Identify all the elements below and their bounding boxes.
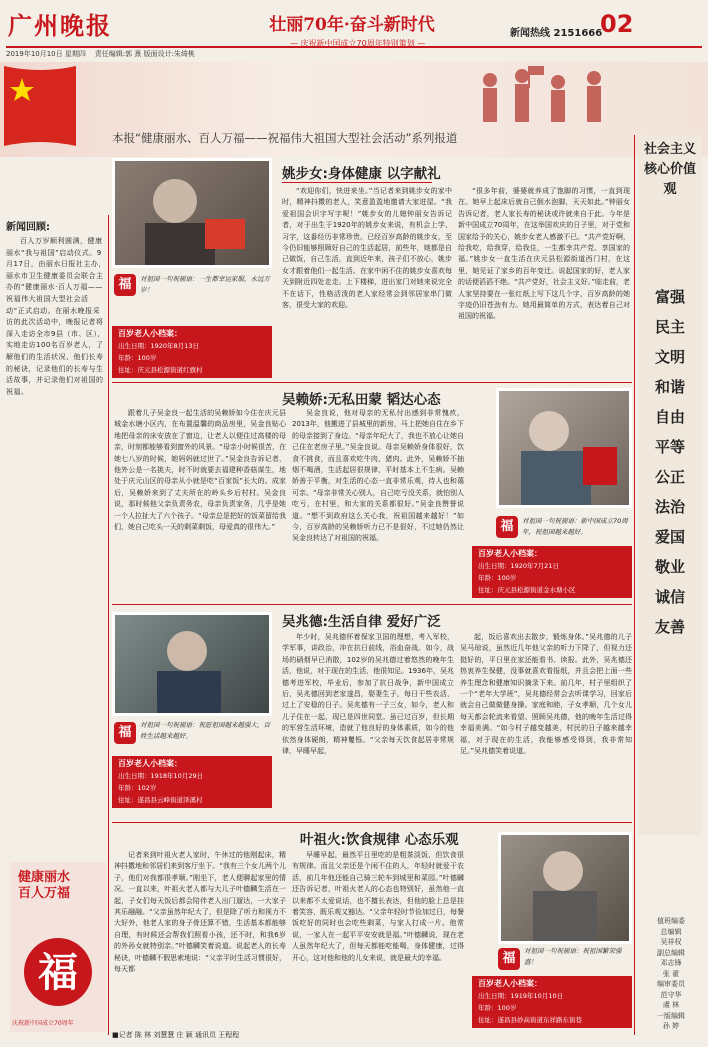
fu-icon: 福 — [496, 516, 518, 538]
blessing-caption: 对祖国一句祝福语：一生都幸运家服，永远万岁！ — [140, 275, 270, 294]
article-body: 起，饭后喜欢出去散步，锻炼身体。”吴兆德的儿子吴马琼说，虽然近几年他父亲的听力下降了，但视力还挺好的，平日里在家还能看书、读报。此外，吴兆德还热衷养生保健，没事就喜欢看报纸，并且会把上面一些养生理念和健康知识摘录下来。前几年，村子里组织了一个“老年大学班”，吴兆德经常会去听课学习，回家后就会自己做做健身操。家庭和睦，子女孝顺，几个女儿每天都会轮流来看望、照顾吴兆德，他的晚年生活过得幸福美满。“如今村子越变越美，村民的日子越来越幸福，对于现在的生活，我能够感受得到，我非常知足。”吴兆德笑着说道。 — [460, 633, 632, 756]
fu-icon: 福 — [114, 722, 136, 744]
section-divider — [112, 382, 632, 383]
portrait-photo — [496, 388, 632, 508]
article-body: 吴金良说，他对母亲的无私付出感到非常愧疚，2013年，他搬进了县城里的新房，马上把她自住在乡下的母亲接到了身边。“母亲年纪大了，我也不放心让她自己住在老房子里。”吴金良说。母亲吴赖娇身体很好，饮食不挑食，而且喜欢吃牛肉，猪肉。此外，吴赖娇不抽烟不喝酒，生活起居很规律，平时基本上不生病。吴赖娇善于平衡，对生活的心态一直非常乐观，待人也和蔼可亲。“母亲非常关心别人，自己吃亏没关系，就怕别人吃亏，在村里，和大家的关系都很好。”吴金良赞誉说道。“想不到政府这么关心我，祝祖国越来越好！”如今，百岁高龄的吴赖娇听力已不是很好，不过她仍然让吴金良转达了对祖国的祝福。 — [292, 409, 464, 543]
crowd-silhouette-icon — [470, 66, 620, 132]
profile-box: 百岁老人小档案： 出生日期：1920年8月13日 年龄：100岁 住址：庆元县松源街道红旗村 — [112, 326, 272, 378]
core-value-item: 爱国 — [654, 528, 685, 546]
core-value-item: 自由 — [654, 408, 685, 426]
profile-box: 百岁老人小档案： 出生日期：1919年10月10日 年龄：100岁 住址：遂昌县妙高街道东祥路东街巷 — [472, 976, 632, 1028]
fu-icon: 福 — [114, 274, 136, 296]
blessing-caption: 对祖国一句祝福语：祝愿祖国越来越强大，百姓生活越来越好。 — [140, 721, 270, 740]
banner-subtitle: — 庆祝新中国成立70周年特别策划 — — [290, 39, 426, 48]
page-number: 02 — [600, 10, 634, 38]
hotline: 新闻热线 2151666 — [510, 28, 603, 39]
article-title: 吴赖娇:无私田蒙 韬达心态 — [282, 392, 441, 408]
portrait-photo — [112, 612, 272, 716]
profile-box: 百岁老人小档案： 出生日期：1920年7月21日 年龄：100岁 住址：庆元县松源街道金水塘小区 — [472, 546, 632, 598]
series-subtitle: 本报“健康丽水、百人万福——祝福伟大祖国大型社会活动”系列报道 — [112, 131, 458, 145]
dateline: 2019年10月10日 星期四 责任编辑:郭 熹 版面设计:朱绮桃 — [6, 46, 702, 60]
fu-icon: 福 — [498, 948, 520, 970]
blessing-caption: 对祖国一句祝福语：新中国成立70周年，祝祖国越来越好。 — [522, 517, 628, 536]
core-value-item: 和谐 — [654, 378, 685, 396]
section-divider — [112, 604, 632, 605]
svg-text:福: 福 — [38, 949, 78, 996]
core-value-item: 民主 — [654, 318, 685, 336]
portrait-photo — [112, 158, 272, 268]
article-title: 姚步女:身体健康 以字献礼 — [282, 166, 441, 182]
section-divider — [112, 822, 632, 823]
fu-block-text: 健康丽水 百人万福 — [18, 870, 71, 901]
core-value-item: 平等 — [654, 438, 685, 456]
newspaper-logo: 广州晚报 — [8, 11, 112, 40]
core-value-item: 富强 — [654, 288, 685, 306]
core-value-item: 敬业 — [654, 558, 685, 576]
column-divider — [108, 215, 109, 1035]
banner-title: 壮丽70年·奋斗新时代 — [269, 15, 435, 35]
article-body: “欢迎你们，快进来坐。”当记者来到姚步女的家中时，精神抖擞的老人，笑意盈盈地邀请大家进屋。“我爱祖国会识字写字呢！”姚步女的儿媳钟丽女告诉记者，对于出生于1920年的姚步女来说，有机会上学、习字，这番经历非常珍贵。已经百岁高龄的姚步女，至今仍旧能够照顾好自己的生活起居，前些年，她都是自己做饭，自己生活，直到近年来，孩子们不放心，姚步女才跟着他们一起生活。在家中闲不住的姚步女喜欢每天到附近四处走走。上下楼梯，进出家门对她来说完全不在话下，性格活泼的老人家经常会到邻居家串门做客，很受大家的欢迎。 — [282, 187, 452, 310]
article-title: 叶祖火:饮食规律 心态乐观 — [300, 832, 459, 848]
flag-icon — [4, 66, 76, 146]
core-value-item: 诚信 — [654, 588, 685, 606]
article-body: 跟着儿子吴金良一起生活的吴赖娇如今住在庆元县城金水塘小区内，在布置温馨的商品房里，吴金良贴心地把母亲的床安放在了窗边，让老人以便住过高楼的母亲，时刻都能够看到窗外的风景。“母亲小时候很苦，在她七八岁的时候，她妈妈就过世了。”吴金良告诉记者，他外公是一名挑夫，时不时就要去福建种香菇谋生，地处于庆元山区的母亲从小就是吃“百家饭”长大的。成家后，吴赖娇来到了丈夫所在的岭头乡后村村。吴金良说，那时候他父亲负责务农，母亲负责家务，几乎是她一个人拉扯大了六个孩子。“母亲总是把好的饭菜留给我们，她自己吃头一天的剩菜剩饭，母爱真的很伟大。” — [114, 409, 286, 532]
fu-block-sub: 庆祝新中国成立70周年 — [12, 1020, 74, 1027]
core-values-list — [640, 282, 700, 642]
core-value-item: 友善 — [654, 618, 685, 636]
article-title: 吴兆德:生活自律 爱好广泛 — [282, 614, 441, 630]
profile-box: 百岁老人小档案： 出生日期：1918年10月29日 年龄：102岁 住址：遂昌县云峰街道泽溪村 — [112, 756, 272, 808]
core-value-item: 法治 — [654, 498, 685, 516]
article-body: 记者来到叶祖火老人家时，午休过的他刚起床，精神抖擞地和邻居们来到客厅坐下。“我有三个女儿两个儿子，他们对我都很孝顺。”刚坐下，老人便聊起家里的情况。一直以来，叶祖火老人都与大儿子叶德麟生活在一起，子女们每天饭后都会陪伴老人出门遛达，一大家子其乐融融。“父亲虽然年纪大了，但是除了听力和视力不大好外，他老人家的身子骨还算不错，生活基本都能够自理，有时候还会帮我们照看小孩，还不时，和我6岁的外孙女就特别亲。”叶德麟笑着说道。说起老人的长寿秘诀，叶德麟不假思索地说：“父亲平时生活习惯很好，每天都 — [114, 851, 286, 974]
title-underline — [282, 182, 432, 183]
article-body: 早睡早起，最然平日里吃的是粗茶淡饭，但饮食很有规律。而且父亲还是个闲不住的人，年轻时就爱干农活，前几年他还能自己骑三轮车到城里和菜园。”叶德麟还告诉记者，叶祖火老人的心态也特别好，虽然他一直以来都不太爱说话，也不擅长表达，但他的脸上总是挂着笑容，既乐观又豁达。“父亲年轻时节俭加过日，每餐饭吃好的同时也会吃些剩菜，与家人打成一片。他常说，一家人在一起平平安安就是福。”叶德麟说，现在老人虽然年纪大了，但每天都能吃能喝，身体健康，过得开心，这对他和他的儿女来说，就是最大的幸福。 — [292, 851, 464, 962]
news-review-body: 百人万岁顺利圆满，健康丽水“我与祖国”启动仪式。9月17日，由丽水日报社主办，丽水市卫生健康委员会联合主办的“健康丽水·百人万福——祝福伟大祖国大型社会活动”正式启动。在丽水晚报采访的此次活动中，晚报记者将深入走访全市9县（市、区），实地走访100名百岁老人，了解他们的生活状况、他们长寿的秘诀，记录他们的长寿与生活故事，并记录他们对祖国的祝福。 — [6, 237, 106, 396]
news-review-title: 新闻回顾: — [6, 222, 50, 233]
column-divider — [634, 135, 635, 1035]
core-value-item: 文明 — [654, 348, 685, 366]
editorial-credits: 值班编委 总编辑 吴祥权 副总编辑 邓志锋 张 翟 编审委员 范守华 虞 林 一版编辑 孙 婷 — [657, 917, 685, 1030]
reporter-byline: ■记者 陈 林 刘慧慧 庄 颖 通讯员 王程程 — [112, 1031, 240, 1039]
article-body: “很多年前，婆婆就养成了饱脚的习惯，一直到现在。她早上起床后就自己倒水泡脚，天天如此。”钟丽女告诉记者，老人家长寿的秘诀或许就来自于此。今年是新中国成立70周年，在这举国欢庆的日子里，对于党和国家给予的关心，姚步女老人感激不已。“共产党好啊，给我吃，给我穿，给我住，一生都幸共产党、享国家的福。”姚步女一直生活在庆元县松源街道西门村，在这里，她见证了家乡的百年变迁。说起国家的好，老人家的话便滔滔不绝。“共产党好，社会主义好。”临走前，老人家坚持要在一张红纸上写下这几个字，百岁高龄的她字迹仍旧苍劲有力。她用最简单的方式，表达着自己对祖国的祝福。 — [458, 187, 630, 321]
portrait-photo — [498, 832, 632, 944]
core-values-title: 社会主义核心价值观 — [643, 142, 696, 197]
core-value-item: 公正 — [654, 468, 685, 486]
blessing-caption: 对祖国一句祝福语：祝祖国繁荣强盛！ — [524, 947, 622, 966]
article-body: 年少时，吴兆德怀着保家卫国的理想，考入军校，学军事，讲政治，冲在抗日前线，浴血奋战。如今，战场的硝烟早已消散，102岁的吴兆德过着悠然的晚年生活，他说，对于现在的生活，他很知足。1936年，吴兆德考进军校，毕业后，参加了抗日战争，新中国成立后，吴兆德回到老家遂昌，娶妻生子，每日干些农活，过上了安稳的日子。吴兆德有一子三女，如今，老人和儿子住在一起，现已是四世同堂。虽已过百岁，但长期的军营生活环境，造就了他良好的身体素质，如今的他依然身体硬朗，精神矍铄。“父亲每天饮食起居非常规律，早睡早起， — [282, 633, 454, 756]
